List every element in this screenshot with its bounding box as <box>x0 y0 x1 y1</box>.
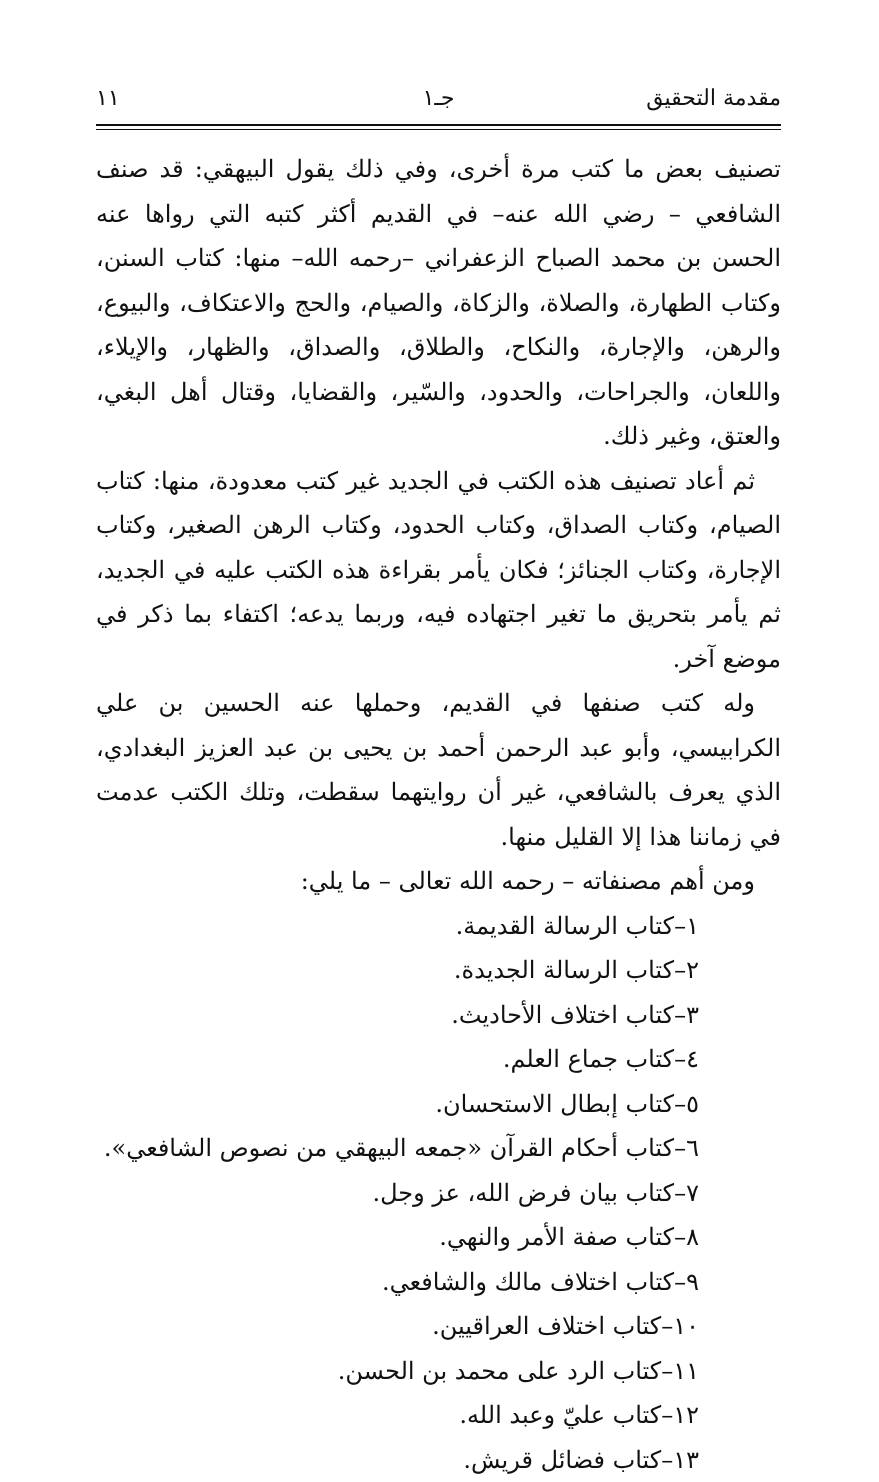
list-item: ٨–كتاب صفة الأمر والنهي. <box>96 1215 781 1260</box>
list-item: ٤–كتاب جماع العلم. <box>96 1037 781 1082</box>
list-intro: ومن أهم مصنفاته – رحمه الله تعالى – ما يلي: <box>96 859 781 904</box>
page-body <box>96 147 781 1482</box>
header-rule-thick <box>96 124 781 126</box>
list-item: ١–كتاب الرسالة القديمة. <box>96 904 781 949</box>
list-item: ٩–كتاب اختلاف مالك والشافعي. <box>96 1260 781 1305</box>
list-item: ١١–كتاب الرد على محمد بن الحسن. <box>96 1349 781 1394</box>
header-rule-thin <box>96 129 781 130</box>
list-item: ٥–كتاب إبطال الاستحسان. <box>96 1082 781 1127</box>
list-item: ٧–كتاب بيان فرض الله، عز وجل. <box>96 1171 781 1216</box>
list-item: ٣–كتاب اختلاف الأحاديث. <box>96 993 781 1038</box>
paragraph: وله كتب صنفها في القديم، وحملها عنه الحسين بن علي الكرابيسي، وأبو عبد الرحمن أحمد بن يحيى بن عبد العزيز البغدادي، الذي يعرف بالشافعي، غير أن روايتهما سقطت، وتلك الكتب عدمت في زماننا هذا إلا القليل منها. <box>96 681 781 859</box>
list-item: ١٠–كتاب اختلاف العراقيين. <box>96 1304 781 1349</box>
running-title: مقدمة التحقيق <box>646 86 781 111</box>
list-item: ٢–كتاب الرسالة الجديدة. <box>96 948 781 993</box>
list-item: ٦–كتاب أحكام القرآن «جمعه البيهقي من نصوص الشافعي». <box>96 1126 781 1171</box>
paragraph: تصنيف بعض ما كتب مرة أخرى، وفي ذلك يقول البيهقي: قد صنف الشافعي – رضي الله عنه– في القديم أكثر كتبه التي رواها عنه الحسن بن محمد الصباح الزعفراني –رحمه الله– منها: كتاب السنن، وكتاب الطهارة، والصلاة، والزكاة، والصيام، والحج والاعتكاف، والبيوع، والرهن، والإجارة، والنكاح، والطلاق، والصداق، والظهار، والإيلاء، واللعان، والجراحات، والحدود، والسّير، والقضايا، وقتال أهل البغي، والعتق، وغير ذلك. <box>96 147 781 459</box>
list-item: ١٢–كتاب عليّ وعبد الله. <box>96 1393 781 1438</box>
volume-label: جـ١ <box>423 86 455 111</box>
list-item: ١٣–كتاب فضائل قريش. <box>96 1438 781 1482</box>
paragraph: ثم أعاد تصنيف هذه الكتب في الجديد غير كتب معدودة، منها: كتاب الصيام، وكتاب الصداق، وكتاب الحدود، وكتاب الرهن الصغير، وكتاب الإجارة، وكتاب الجنائز؛ فكان يأمر بقراءة هذه الكتب عليه في الجديد، ثم يأمر بتحريق ما تغير اجتهاده فيه، وربما يدعه؛ اكتفاء بما ذكر في موضع آخر. <box>96 459 781 682</box>
works-list <box>96 904 781 1482</box>
page-header <box>96 86 781 122</box>
page-number: ١١ <box>96 86 120 111</box>
